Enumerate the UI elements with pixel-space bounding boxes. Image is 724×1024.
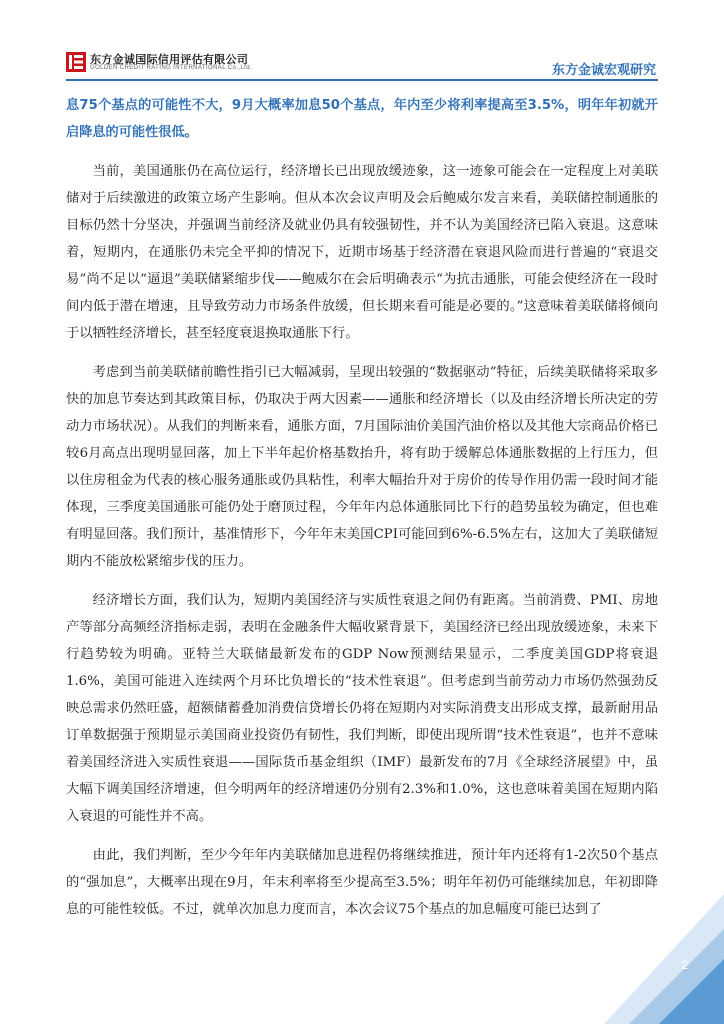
document-body xyxy=(66,92,658,923)
header-divider xyxy=(66,79,658,81)
lead-paragraph: 息75个基点的可能性不大，9月大概率加息50个基点，年内至少将利率提高至3.5%，明年年初就开启降息的可能性很低。 xyxy=(66,98,658,140)
company-name-cn: 东方金诚国际信用评估有限公司 xyxy=(90,54,249,66)
company-logo-icon xyxy=(66,52,86,72)
paragraph-data-driven: 考虑到当前美联储前瞻性指引已大幅减弱，呈现出较强的“数据驱动”特征，后续美联储将采取多快的加息节奏达到其政策目标，仍取决于两大因素——通胀和经济增长（以及由经济增长所决定的劳动力市场状况）。从我们的判断来看，通胀方面，7月国际油价美国汽油价格以及其他大宗商品价格已较6月高点出现明显回落，加上下半年起价格基数抬升，将有助于缓解总体通胀数据的上行压力，但以住房租金为代表的核心服务通胀或仍具粘性，利率大幅抬升对于房价的传导作用仍需一段时间才能体现，三季度美国通胀可能仍处于磨顶过程，今年年内总体通胀同比下行的趋势虽较为确定，但也难有明显回落。我们预计，基准情形下，今年年末美国CPI可能回到6%-6.5%左右，这加大了美联储短期内不能放松紧缩步伐的压力。 xyxy=(66,365,658,569)
company-name-en: GOLDEN CREDIT RATING INTERNATIONAL Co.,Ltd. xyxy=(90,65,253,71)
paragraph-conclusion: 由此，我们判断，至少今年年内美联储加息进程仍将继续推进，预计年内还将有1-2次50个基点的“强加息”，大概率出现在9月，年末利率将至少提高至3.5%；明年年初仍可能继续加息，年初即降息的可能性较低。不过，就单次加息力度而言，本次会议75个基点的加息幅度可能已达到了 xyxy=(66,848,658,917)
page-number: 2 xyxy=(681,958,688,972)
section-title: 东方金诚宏观研究 xyxy=(551,62,656,77)
paragraph-inflation-context: 当前，美国通胀仍在高位运行，经济增长已出现放缓迹象，这一迹象可能会在一定程度上对美联储对于后续激进的政策立场产生影响。但从本次会议声明及会后鲍威尔发言来看，美联储控制通胀的目标仍然十分坚决，并强调当前经济及就业仍具有较强韧性，并不认为美国经济已陷入衰退。这意味着，短期内，在通胀仍未完全平抑的情况下，近期市场基于经济潜在衰退风险而进行普遍的“衰退交易”尚不足以“逼退”美联储紧缩步伐——鲍威尔在会后明确表示“为抗击通胀，可能会使经济在一段时间内低于潜在增速，且导致劳动力市场条件放缓，但长期来看可能是必要的。”这意味着美联储将倾向于以牺牲经济增长，甚至轻度衰退换取通胀下行。 xyxy=(66,164,658,341)
corner-decoration xyxy=(604,874,724,1024)
page-header xyxy=(66,50,656,80)
paragraph-economic-growth: 经济增长方面，我们认为，短期内美国经济与实质性衰退之间仍有距离。当前消费、PMI、房地产等部分高频经济指标走弱，表明在金融条件大幅收紧背景下，美国经济已经出现放缓迹象，未来下行趋势较为明确。亚特兰大联储最新发布的GDP Now预测结果显示，二季度美国GDP将衰退1.6%，美国可能进入连续两个月环比负增长的“技术性衰退”。但考虑到当前劳动力市场仍然强劲反映总需求仍然旺盛，超额储蓄叠加消费信贷增长仍将在短期内对实际消费支出形成支撑，最新耐用品订单数据强于预期显示美国商业投资仍有韧性，我们判断，即使出现所谓“技术性衰退”，也并不意味着美国经济进入实质性衰退——国际货币基金组织（IMF）最新发布的7月《全球经济展望》中，虽大幅下调美国经济增速，但今明两年的经济增速仍分别有2.3%和1.0%，这也意味着美国在短期内陷入衰退的可能性并不高。 xyxy=(66,593,658,824)
